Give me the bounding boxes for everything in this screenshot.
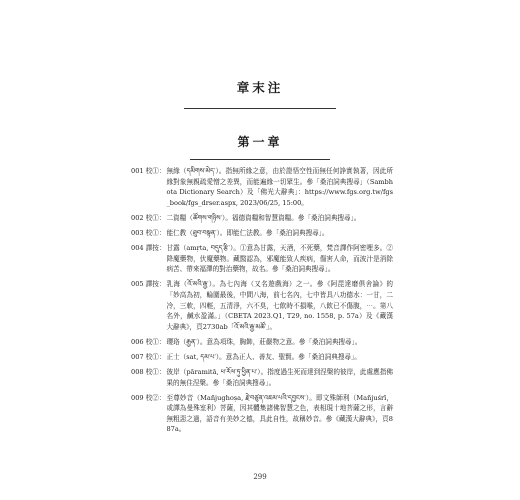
endnote-text: 彼岸（pāramitā, ཕ་རོལ་ཏུ་ཕྱིན་པ་）。指度過生死而達到涅槃的彼岸，此處應指佛果的無住涅槃。參「桑泊詞典搜尋」。 — [166, 368, 393, 387]
endnote-label: 004 譯按： — [131, 244, 166, 253]
endnote-label: 007 校①： — [131, 352, 166, 361]
page-number: 299 — [253, 473, 267, 481]
endnote-text: 能仁教（ཐུབ་བསྟན་）。即能仁法教。參「桑泊詞典搜尋」。 — [166, 228, 329, 237]
endnote-text: 瓔珞（རྒྱན་）。意為項珠，胸飾，莊嚴物之意。參「桑泊詞典搜尋」。 — [166, 337, 362, 346]
endnote — [131, 352, 393, 363]
endnote-label: 003 校①： — [131, 228, 166, 237]
endnote-text: 乳海（འོ་མའི་རྒྱ་）。為七內海（又名遊戲海）之一。參《阿毘達磨俱舍論》的「妙高為初，輪圍最後，中間八海，前七名內，七中皆具八功德水：一甘，二冷，三軟，四輕，五清淨，六不臭，七飲時不損喉，八飲已不傷腹，⋯。第八名外，鹹水盈滿。」（CBETA 2023.Q1, T29, no. 1558, p. 57a）及《藏漢大辭典》，頁2730ab「འོ་མའི་རྒྱ་མཚོ་」。 — [166, 280, 393, 331]
heading-divider — [184, 108, 336, 109]
endnote — [131, 279, 393, 332]
endnote — [131, 367, 393, 388]
endnote — [131, 337, 393, 348]
endnote-label: 002 校①： — [131, 213, 166, 222]
endnote-text: 二資糧（ཚོགས་གཉིས་）。福德資糧和智慧資糧。參「桑泊詞典搜尋」。 — [166, 213, 361, 222]
endnote-label: 006 校①： — [131, 337, 166, 346]
endnote-text: 甘露（amṛta, བདུད་རྩི་）。①意為甘露，天酒，不死藥，梵音譯作阿密哩多。②降魔藥物，伏魔藥物。藏醫認為，邪魔能致人疾病，傷害人命，而波汁是消除病苦、帶來福澤的對治藥物，故名。參「桑泊詞典搜尋」。 — [166, 244, 393, 274]
endnotes-heading: 章末注 — [236, 80, 284, 95]
endnote-label: 008 校①： — [131, 368, 166, 376]
endnote-text: 無緣（དམིགས་མེད་）。指無所緣之意，由於證悟空性而無任何諍實執著，因此所緣對象無親疏愛憎之差異，而能遍緣一切眾生。參「桑泊詞典搜尋」（Sambhota Dictionary Search）及「佛光大辭典」：https://www.fgs.org.tw/fgs_book/fgs_drser.aspx, 2023/06/25, 15:00。 — [166, 167, 393, 207]
endnote — [131, 243, 393, 275]
chapter-divider — [190, 159, 330, 160]
endnotes-list — [131, 166, 393, 440]
endnote — [131, 213, 393, 224]
endnote-text: 至尊妙音（Mañjughoṣa, རྗེ་བཙུན་འཇམ་པའི་དབྱངས་）。即文殊師利（Mañjuśrī，或譯為曼殊室利）菩薩，因其體集諸佛智慧之色，表相現十地菩薩之形，言辭無粗惡之過，語音有美妙之德，具此自性，故稱妙音。參《藏漢大辭典》，頁887a。 — [166, 393, 393, 434]
endnote-text: 正士（sat, དམ་པ་）。意為正人、善友、聖賢。參「桑泊詞典搜尋」。 — [166, 352, 361, 361]
endnote-label: 005 譯按： — [131, 280, 166, 289]
endnote — [131, 228, 393, 239]
endnote — [131, 393, 393, 435]
endnote-label: 009 校②： — [131, 393, 166, 402]
endnote — [131, 166, 393, 208]
endnote-label: 001 校①： — [131, 167, 166, 175]
chapter-heading: 第一章 — [237, 135, 283, 149]
